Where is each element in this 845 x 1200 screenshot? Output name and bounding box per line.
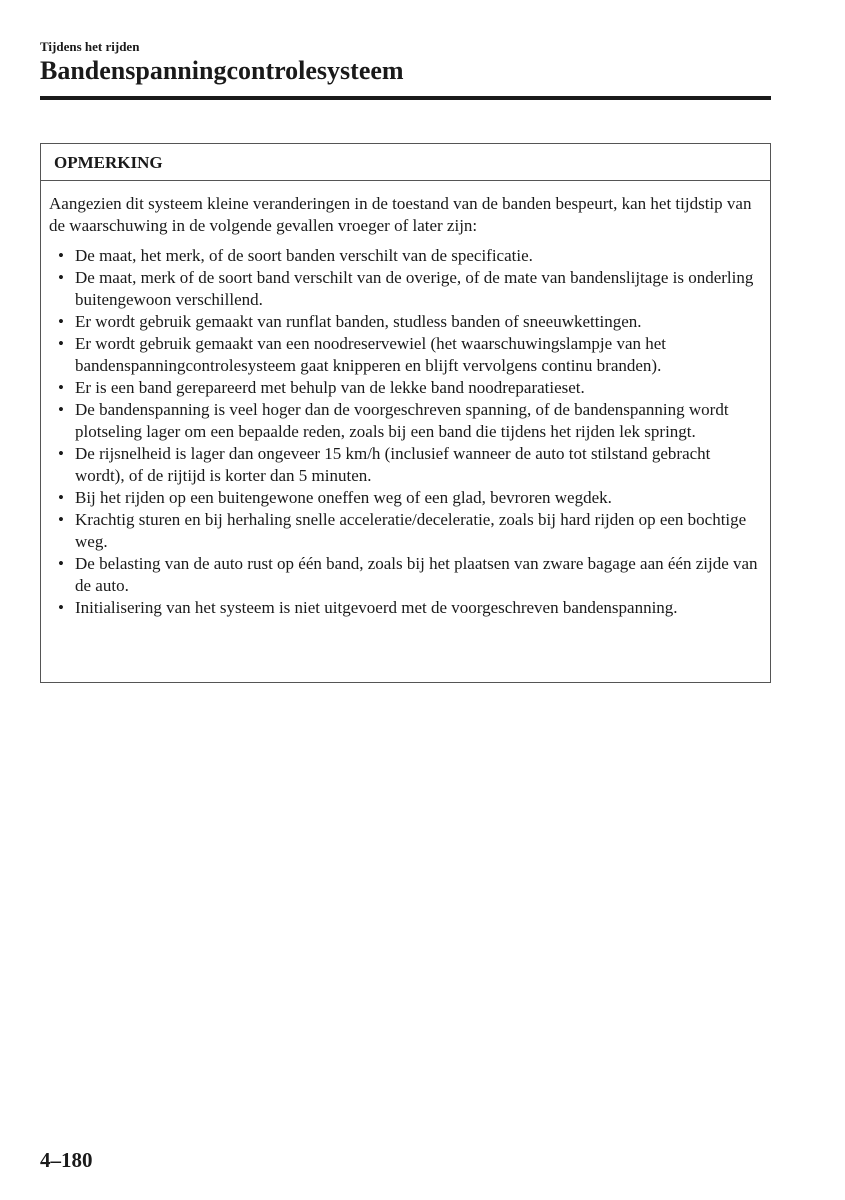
list-item: [49, 333, 762, 377]
list-item: [49, 553, 762, 597]
list-item-text: Er wordt gebruik gemaakt van een noodreservewiel (het waarschuwingslampje van het bandenspanningcontrolesysteem gaat knipperen en blijft vervolgens continu branden).: [75, 334, 667, 375]
list-item-text: De maat, het merk, of de soort banden verschilt van de specificatie.: [75, 246, 533, 265]
page-number: 4–180: [40, 1148, 93, 1172]
list-item-text: Er wordt gebruik gemaakt van runflat banden, studless banden of sneeuwkettingen.: [75, 312, 642, 331]
list-item-text: Krachtig sturen en bij herhaling snelle acceleratie/deceleratie, zoals bij hard rijden op een bochtige weg.: [75, 510, 747, 551]
bullet-symbol: •: [58, 378, 64, 397]
list-item-text: Initialisering van het systeem is niet uitgevoerd met de voorgeschreven bandenspanning.: [75, 598, 678, 617]
list-item: [49, 245, 762, 267]
note-heading: OPMERKING: [41, 144, 770, 181]
bullet-symbol: •: [58, 554, 64, 573]
list-item-text: De belasting van de auto rust op één band, zoals bij het plaatsen van zware bagage aan één zijde van de auto.: [75, 554, 758, 595]
list-item: [49, 399, 762, 443]
note-box: [40, 143, 771, 683]
bullet-symbol: •: [58, 598, 64, 617]
section-label: Tijdens het rijden: [40, 39, 140, 54]
list-item: [49, 443, 762, 487]
list-item-text: Er is een band gerepareerd met behulp van de lekke band noodreparatieset.: [75, 378, 585, 397]
note-bullet-list: [49, 245, 762, 619]
bullet-symbol: •: [58, 510, 64, 529]
note-intro: Aangezien dit systeem kleine veranderingen in de toestand van de banden bespeurt, kan het tijdstip van de waarschuwing in de volgende gevallen vroeger of later zijn:: [49, 194, 752, 235]
bullet-symbol: •: [58, 246, 64, 265]
note-body: [41, 181, 770, 619]
bullet-symbol: •: [58, 268, 64, 287]
bullet-symbol: •: [58, 488, 64, 507]
list-item: [49, 487, 762, 509]
bullet-symbol: •: [58, 444, 64, 463]
list-item: [49, 311, 762, 333]
list-item: [49, 509, 762, 553]
list-item-text: De maat, merk of de soort band verschilt van de overige, of de mate van bandenslijtage is onderling buitengewoon verschillend.: [75, 268, 754, 309]
list-item-text: De rijsnelheid is lager dan ongeveer 15 km/h (inclusief wanneer de auto tot stilstand gebracht wordt), of de rijtijd is korter dan 5 minuten.: [75, 444, 711, 485]
list-item: [49, 597, 762, 619]
title-rule: [40, 96, 771, 100]
list-item-text: De bandenspanning is veel hoger dan de voorgeschreven spanning, of de bandenspanning wordt plotseling lager om een bepaalde reden, zoals bij een band die tijdens het rijden lek springt.: [75, 400, 729, 441]
page-title: Bandenspanningcontrolesysteem: [40, 56, 404, 85]
list-item-text: Bij het rijden op een buitengewone oneffen weg of een glad, bevroren wegdek.: [75, 488, 612, 507]
bullet-symbol: •: [58, 334, 64, 353]
list-item: [49, 377, 762, 399]
list-item: [49, 267, 762, 311]
bullet-symbol: •: [58, 312, 64, 331]
bullet-symbol: •: [58, 400, 64, 419]
